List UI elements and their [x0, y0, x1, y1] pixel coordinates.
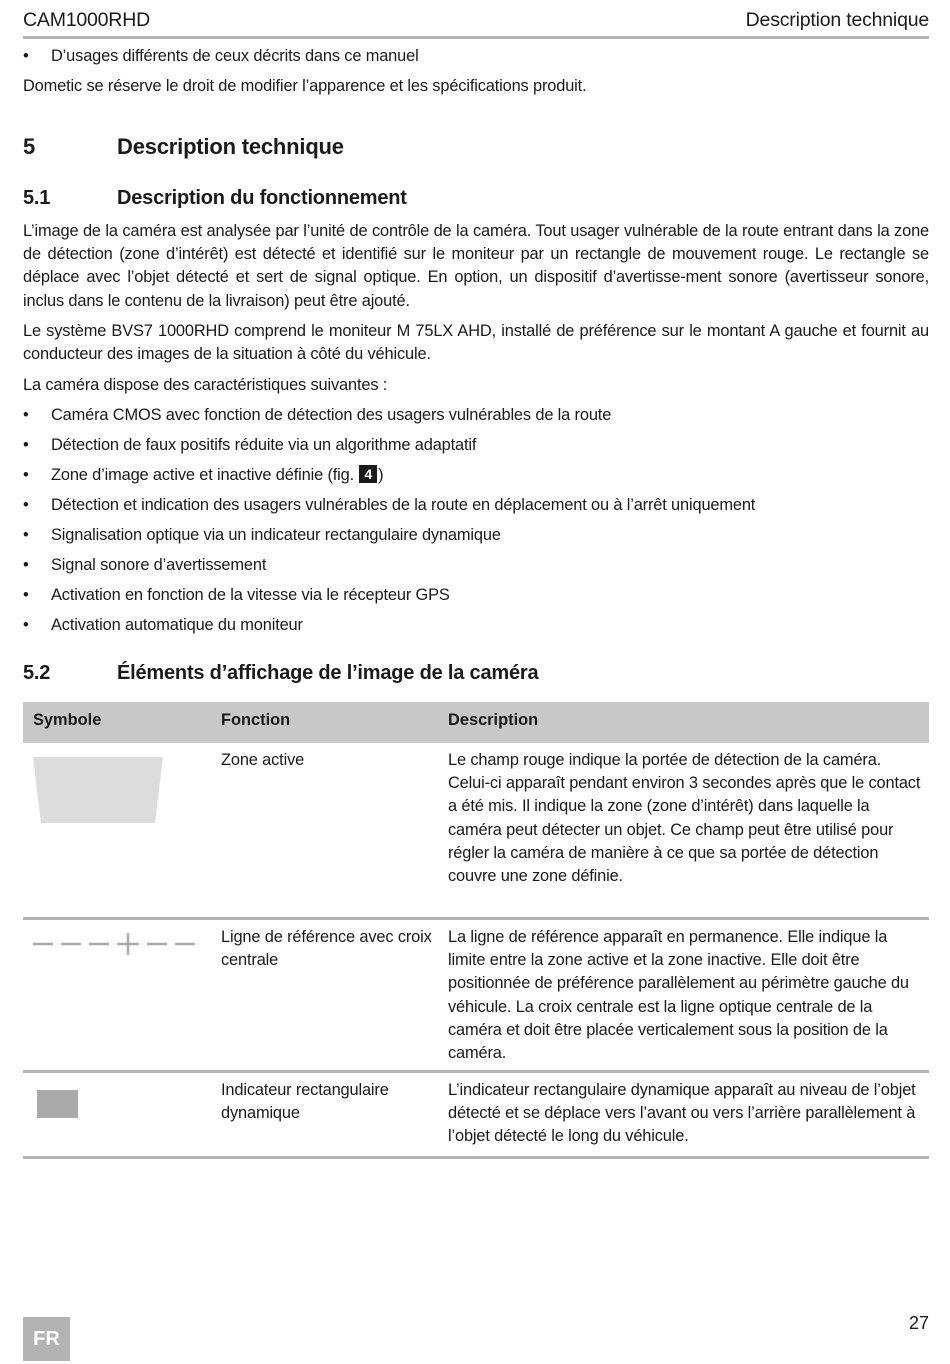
section-5-1-heading: 5.1 Description du fonctionnement: [23, 187, 407, 209]
table-row: [23, 743, 929, 920]
intro-note: Dometic se réserve le droit de modifier l’apparence et les spécifications produit.: [23, 77, 587, 95]
section-5-1-para-2: Le système BVS7 1000RHD comprend le moniteur M 75LX AHD, installé de préférence sur le montant A gauche et fournit au conducteur des images de la situation à côté du véhicule.: [23, 322, 929, 364]
section-5-1-para-1: L’image de la caméra est analysée par l’unité de contrôle de la caméra. Tout usager vulnérable de la route entrant dans la zone de détection (zone d’intérêt) est détecté et identifié sur le moniteur par un rectangle de mouvement rouge. Le rectangle se déplace avec l’objet détecté et sert de signal optique. En option, un dispositif d’avertisse-ment sonore (avertisseur sonore, inclus dans le contenu de la livraison) peut être ajouté.: [23, 222, 929, 310]
language-badge: FR: [23, 1317, 70, 1361]
function-cell: Indicateur rectangulaire dynamique: [221, 1081, 389, 1123]
figure-reference[interactable]: 4: [359, 465, 377, 483]
section-5-heading: 5 Description technique: [23, 134, 344, 159]
dynamic-rectangle-icon: [37, 1090, 78, 1118]
page-number: 27: [908, 1313, 929, 1333]
bullet-dot: •: [23, 47, 29, 65]
column-header-description: Description: [448, 711, 539, 729]
table-row: [23, 1073, 929, 1159]
function-cell: Ligne de référence avec croix centrale: [221, 928, 432, 970]
table-row: [23, 920, 929, 1073]
section-5-1-para-3: La caméra dispose des caractéristiques suivantes :: [23, 376, 388, 394]
page-header: [23, 8, 929, 39]
column-header-function: Fonction: [221, 711, 291, 729]
column-header-symbol: Symbole: [33, 711, 102, 729]
reference-line-cross-icon: [33, 930, 195, 958]
function-cell: Zone active: [221, 751, 305, 769]
description-cell: L’indicateur rectangulaire dynamique apparaît au niveau de l’objet détecté et se déplace vers l’avant ou vers l’arrière parallèlement à l’objet détecté le long du véhicule.: [448, 1081, 916, 1146]
header-section: Description technique: [745, 9, 929, 31]
header-model: CAM1000RHD: [23, 9, 150, 31]
description-cell: La ligne de référence apparaît en permanence. Elle indique la limite entre la zone active et la zone inactive. Elle doit être positionnée de préférence parallèlement au périmètre gauche du véhicule. La croix centrale est la ligne optique centrale de la caméra et doit être placée verticalement sous la position de la caméra.: [448, 928, 909, 1063]
section-5-2-heading: 5.2 Éléments d’affichage de l’image de la caméra: [23, 662, 539, 684]
description-cell: Le champ rouge indique la portée de détection de la caméra. Celui-ci apparaît pendant environ 3 secondes après que le contact a été mis. Il indique la zone (zone d’intérêt) dans laquelle la caméra peut détecter un objet. Ce champ peut être utilisé pour régler la caméra de manière à ce que sa portée de détection couvre une zone définie.: [448, 751, 921, 886]
active-zone-trapezoid-icon: [33, 757, 163, 823]
table-header: [23, 702, 929, 743]
